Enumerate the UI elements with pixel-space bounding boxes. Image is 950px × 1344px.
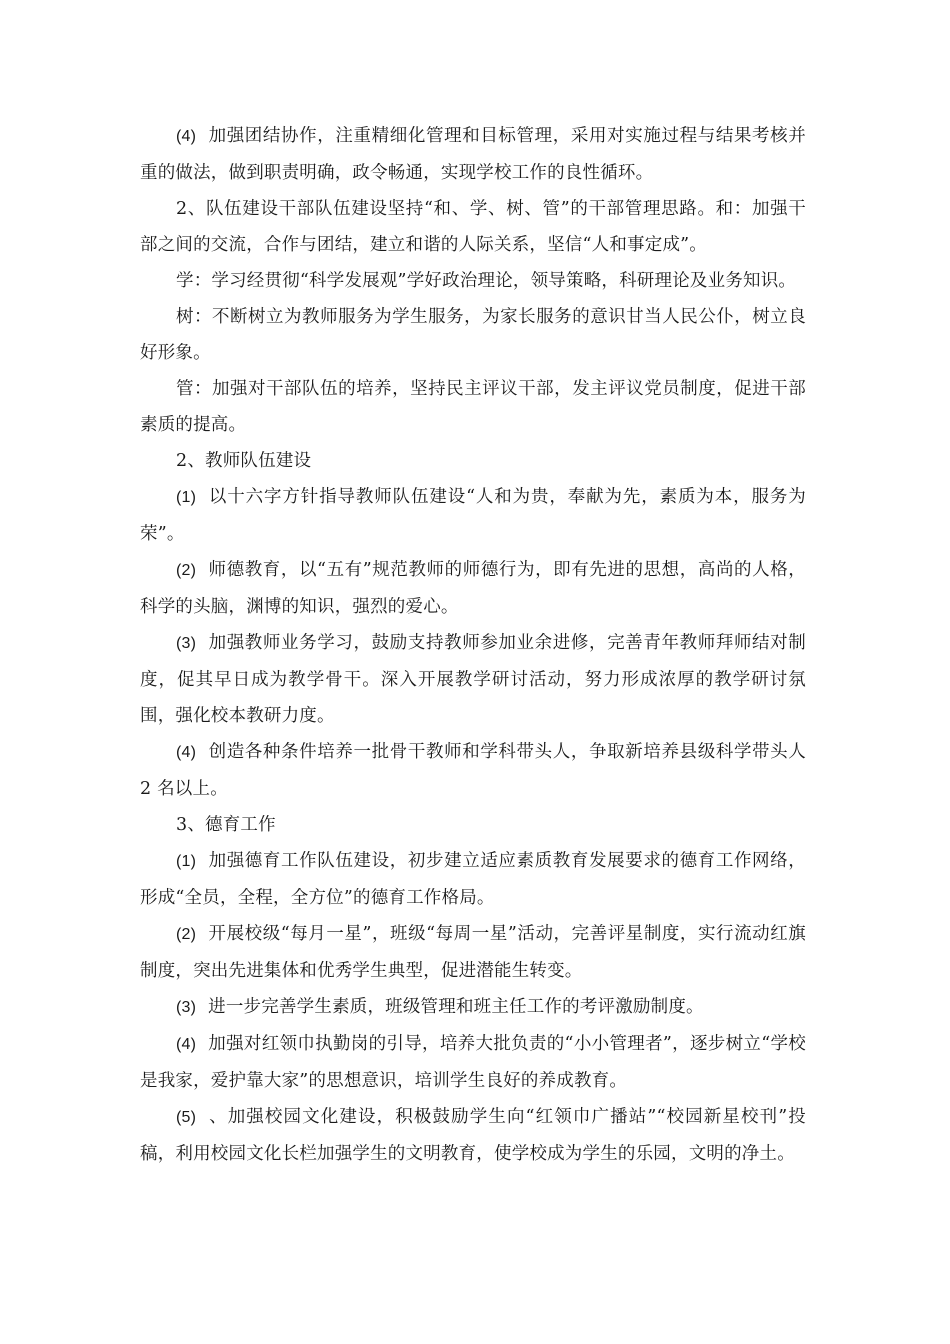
item-number: (1) — [176, 489, 197, 506]
paragraph — [140, 263, 806, 299]
item-number: (5) — [176, 1109, 197, 1126]
item-number: (3) — [176, 999, 197, 1016]
paragraph — [140, 479, 806, 552]
item-number: (4) — [176, 128, 197, 145]
paragraph-text: 2、队伍建设干部队伍建设坚持“和、学、树、管”的干部管理思路。和：加强干部之间的交流，合作与团结，建立和谐的人际关系，坚信“人和事定成”。 — [140, 199, 806, 255]
paragraph — [140, 118, 806, 191]
paragraph-text: 加强对红领巾执勤岗的引导，培养大批负责的“小小管理者”，逐步树立“学校是我家，爱护靠大家”的思想意识，培训学生良好的养成教育。 — [140, 1034, 806, 1091]
item-number: (1) — [176, 853, 197, 870]
paragraph-text: 进一步完善学生素质，班级管理和班主任工作的考评激励制度。 — [208, 997, 704, 1017]
paragraph — [140, 552, 806, 625]
item-number: (2) — [176, 562, 197, 579]
paragraph-text: 管：加强对干部队伍的培养，坚持民主评议干部，发主评议党员制度，促进干部素质的提高。 — [140, 379, 806, 435]
paragraph-text: 树：不断树立为教师服务为学生服务，为家长服务的意识甘当人民公仆，树立良好形象。 — [140, 307, 806, 363]
paragraph-text: 开展校级“每月一星”，班级“每周一星”活动，完善评星制度，实行流动红旗制度，突出先进集体和优秀学生典型，促进潜能生转变。 — [140, 924, 806, 981]
paragraph — [140, 989, 806, 1026]
paragraph — [140, 916, 806, 989]
paragraph-text: 以十六字方针指导教师队伍建设“人和为贵，奉献为先，素质为本，服务为荣”。 — [140, 487, 806, 544]
paragraph — [140, 843, 806, 916]
document-body — [140, 118, 806, 1172]
paragraph-text: 师德教育，以“五有”规范教师的师德行为，即有先进的思想，高尚的人格，科学的头脑，渊博的知识，强烈的爱心。 — [140, 560, 806, 617]
section-heading — [140, 807, 806, 843]
item-number: (4) — [176, 744, 197, 761]
item-number: (2) — [176, 926, 197, 943]
paragraph-text: 3、德育工作 — [176, 815, 276, 835]
paragraph-text: 加强教师业务学习，鼓励支持教师参加业余进修，完善青年教师拜师结对制度，促其早日成为教学骨干。深入开展教学研讨活动，努力形成浓厚的教学研讨氛围，强化校本教研力度。 — [140, 633, 806, 726]
paragraph-text: 加强团结协作，注重精细化管理和目标管理，采用对实施过程与结果考核并重的做法，做到职责明确，政令畅通，实现学校工作的良性循环。 — [140, 126, 806, 183]
paragraph-text: 加强德育工作队伍建设，初步建立适应素质教育发展要求的德育工作网络，形成“全员，全程，全方位”的德育工作格局。 — [140, 851, 806, 908]
paragraph — [140, 1099, 806, 1172]
paragraph — [140, 371, 806, 443]
item-number: (4) — [176, 1036, 197, 1053]
item-number: (3) — [176, 635, 197, 652]
paragraph — [140, 1026, 806, 1099]
paragraph-text: 学：学习经贯彻“科学发展观”学好政治理论，领导策略，科研理论及业务知识。 — [176, 271, 797, 291]
paragraph — [140, 625, 806, 734]
section-heading — [140, 443, 806, 479]
paragraph-text: 2、教师队伍建设 — [176, 451, 312, 471]
paragraph-text: 创造各种条件培养一批骨干教师和学科带头人，争取新培养县级科学带头人 2 名以上。 — [140, 742, 806, 799]
paragraph — [140, 299, 806, 371]
paragraph-text: 、加强校园文化建设，积极鼓励学生向“红领巾广播站”“校园新星校刊”投稿，利用校园文化长栏加强学生的文明教育，使学校成为学生的乐园，文明的净土。 — [140, 1107, 806, 1164]
paragraph — [140, 191, 806, 263]
paragraph — [140, 734, 806, 807]
